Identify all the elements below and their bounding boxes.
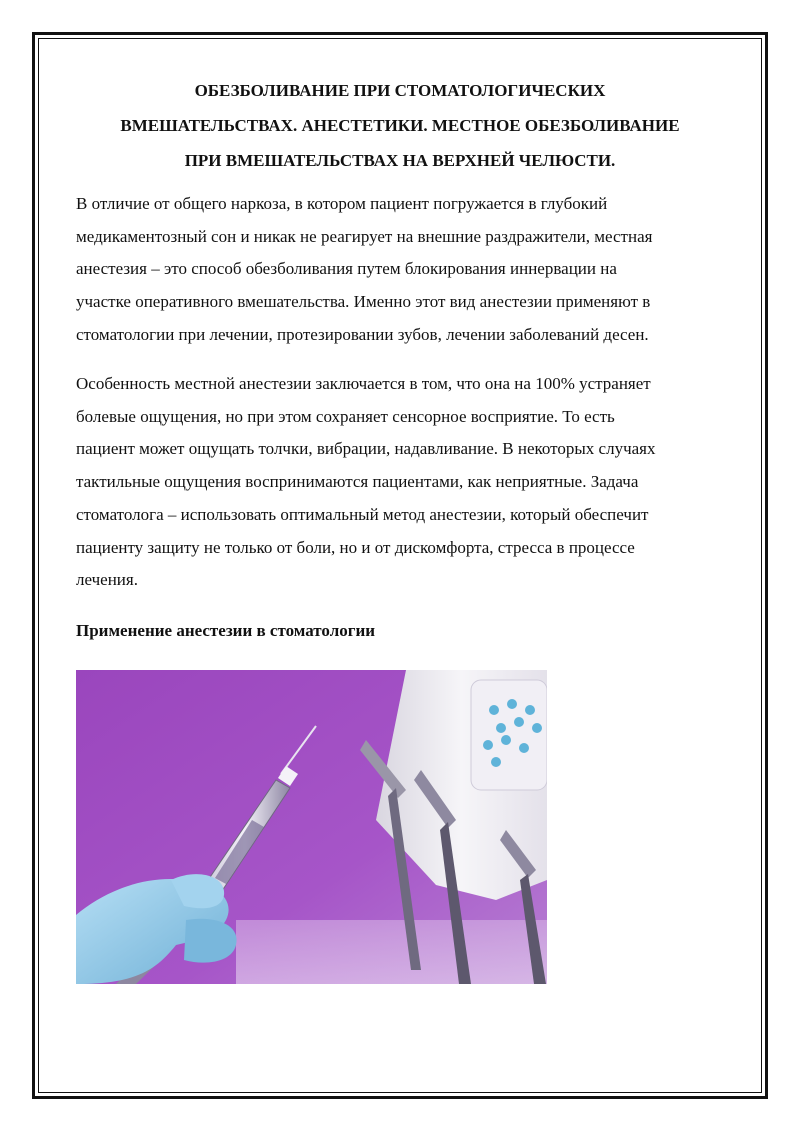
- control-panel: [471, 680, 547, 790]
- paragraph-line: лечения.: [76, 570, 138, 590]
- paragraph-line: болевые ощущения, но при этом сохраняет сенсорное восприятие. То есть: [76, 406, 615, 426]
- paragraph-line: стоматолога – использовать оптимальный метод анестезии, который обеспечит: [76, 504, 649, 524]
- paragraph-line: медикаментозный сон и никак не реагирует на внешние раздражители, местная: [76, 226, 653, 246]
- paragraph-line: тактильные ощущения воспринимаются пациентами, как неприятные. Задача: [76, 472, 639, 492]
- paragraph-line: В отличие от общего наркоза, в котором пациент погружается в глубокий: [76, 194, 608, 213]
- dental-syringe-photo: [76, 670, 547, 984]
- document-title: [60, 73, 740, 178]
- paragraph-line: пациент может ощущать толчки, вибрации, надавливание. В некоторых случаях: [76, 439, 656, 459]
- paragraph-line: анестезия – это способ обезболивания путем блокирования иннервации на: [76, 259, 617, 279]
- paragraph-line: участке оперативного вмешательства. Именно этот вид анестезии применяют в: [76, 292, 651, 312]
- paragraph-line: пациенту защиту не только от боли, но и от дискомфорта, стресса в процессе: [76, 537, 635, 557]
- section-heading: Применение анестезии в стоматологии: [76, 621, 376, 640]
- title-line: ПРИ ВМЕШАТЕЛЬСТВАХ НА ВЕРХНЕЙ ЧЕЛЮСТИ.: [184, 151, 616, 170]
- syringe-illustration: [76, 670, 547, 984]
- paragraph-intro: [76, 188, 740, 352]
- paragraph-line: стоматологии при лечении, протезировании зубов, лечении заболеваний десен.: [76, 324, 649, 344]
- title-line: ВМЕШАТЕЛЬСТВАХ. АНЕСТЕТИКИ. МЕСТНОЕ ОБЕЗБОЛИВАНИЕ: [120, 116, 680, 135]
- paragraph-features: [76, 368, 740, 597]
- paragraph-line: Особенность местной анестезии заключается в том, что она на 100% устраняет: [76, 374, 651, 393]
- photo-floor: [236, 920, 547, 984]
- title-line: ОБЕЗБОЛИВАНИЕ ПРИ СТОМАТОЛОГИЧЕСКИХ: [194, 81, 606, 100]
